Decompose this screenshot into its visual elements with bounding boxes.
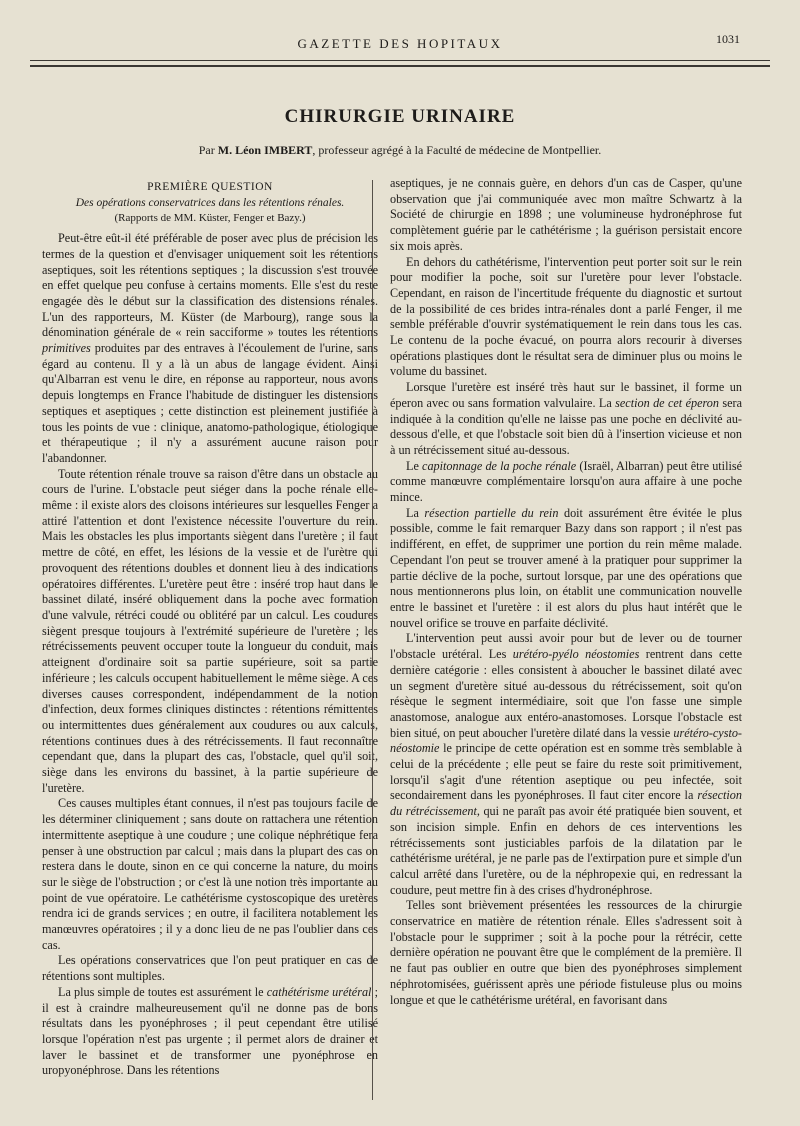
byline-affiliation: , professeur agrégé à la Faculté de médecine de Montpellier.	[312, 143, 602, 157]
paragraph	[390, 506, 742, 632]
paragraph	[42, 796, 378, 953]
paragraph	[390, 255, 742, 381]
text-run: rentrent dans cette dernière catégorie : elles consistent à aboucher le bassinet dilaté avec un segment d'uretère situé au-dessous du rétrécissement, soit qu'on résèque le segment intermédiaire, soit que l'on fasse une simple anastomose, analogue aux entéro-anastomoses. Lorsque l'obstacle est bien situé, on peut aboucher l'uretère dilaté dans la vessie	[390, 647, 742, 740]
text-run: Telles sont brièvement présentées les ressources de la chirurgie conservatrice en matière de rétention rénale. Elles s'adressent soit à l'obstacle pour le supprimer ; soit à la poche pour la rétrécir, cette dernière opération ne pouvant être que le complément de la première. Il ne faut pas oublier en outre que bien des pyonéphroses simplement néphrotomisées, guérissent après une période fistuleuse plus ou moins longue et que le cathétérisme urétéral, en favorisant dans	[390, 898, 742, 1007]
text-run: produites par des entraves à l'écoulement de l'urine, sans égard au contenu. Il y a là un abus de langage évident. Ainsi qu'Albarran est venu le dire, en réponse au rapporteur, nous avons depuis longtemps en France l'habitude de distinguer les distensions septiques et aseptiques ; cette distinction est pleinement justifiée à tous les points de vue : clinique, anatomo-pathologique, étiologique et thérapeutique ; il n'y a assurément aucune raison pour l'abandonner.	[42, 341, 378, 465]
right-column-body	[390, 176, 742, 1008]
left-column	[42, 180, 378, 1079]
paragraph	[390, 176, 742, 255]
header-rule	[30, 60, 770, 61]
question-reports: (Rapports de MM. Küster, Fenger et Bazy.)	[114, 212, 306, 225]
text-run: La	[406, 505, 425, 520]
right-column	[390, 176, 742, 1008]
paragraph	[390, 380, 742, 459]
text-run: Les opérations conservatrices que l'on peut pratiquer en cas de rétentions sont multiples.	[42, 953, 378, 984]
page-number: 1031	[716, 32, 740, 46]
text-run: Lorsque l'uretère est inséré très haut sur le bassinet, il forme un éperon avec ou sans formation valvulaire. La	[390, 380, 742, 410]
italic-term: urétéro-pyélo néostomies	[512, 647, 640, 662]
text-run: doit assurément être évitée le plus possible, comme le fait remarquer Bazy dans son rapport ; il n'est pas indifférent, en effet, de supprimer une portion du rein même malade. Cependant l'on peut se trouver amené à la pratiquer pour supprimer la partie déclive de la poche, surtout lorsque, par une des opérations que nous mentionnerons plus loin, on établit une communication nouvelle entre le bassinet et l'uretère : il est alors du plus haut intérêt que le nouvel orifice se trouve en parfaite déclivité.	[390, 505, 742, 630]
byline	[0, 143, 800, 158]
text-run: La plus simple de toutes est assurément le	[58, 984, 267, 999]
text-run: aseptiques, je ne connais guère, en dehors d'un cas de Casper, qu'une observation que j'ai communiquée avec mon maître Schwartz à la Société de chirurgie en 1898 ; une volumineuse hydronéphrose fut complètement guérie par le cathétérisme ; la guérison persistait encore six mois après.	[390, 176, 742, 253]
text-run: le principe de cette opération est en somme très semblable à celui de la précédente ; elle peut se faire du reste soit primitivement, lorsqu'il s'agit d'une rétention aseptique ou peu infectée, soit secondairement dans les pyonéphroses. Il faut citer encore la	[390, 741, 742, 803]
paragraph	[390, 631, 742, 898]
byline-prefix: Par	[198, 143, 215, 157]
italic-term: primitives	[42, 341, 91, 356]
paragraph	[42, 231, 378, 467]
column-divider	[372, 180, 373, 1100]
text-run: Toute rétention rénale trouve sa raison d'être dans un obstacle au cours de l'urine. L'obstacle peut siéger dans la poche rénale elle-même : il existe alors des cloisons intérieures sur lesquelles Fenger a attiré l'attention et dont l'existence nécessite l'ouverture du rein. Mais les obstacles les plus importants siègent dans l'uretère ; il faut mettre de côté, en effet, les lésions de la vessie et de l'urètre qui provoquent des rétentions doubles et donnent lieu à des indications opératoires différentes. L'uretère peut être : inséré trop haut dans le bassinet dilaté, inséré obliquement dans la poche avec formation d'une valvule, rétréci coudé ou oblitéré par un calcul. Les coudures siègent presque toujours à l'extrémité supérieure de l'uretère ; les rétrécissements peuvent occuper toute la longueur du conduit, mais atteignent d'ordinaire soit sa partie supérieure, soit sa partie inférieure ; les calculs occupent habituellement le même siège. A ces diverses causes correspondent, indépendamment de la notion d'infection, deux formes cliniques distinctes : rétentions rémittentes ou intermittentes dues généralement aux coudures ou aux calculs, rétentions continues dues à des rétrécissements. Il faut reconnaître cependant que, dans la plupart des cas, l'obstacle, quel qu'il soit, siège dans les environs du bassinet, à la partie supérieure de l'uretère.	[42, 466, 378, 795]
left-column-body	[42, 231, 378, 1079]
paragraph	[390, 898, 742, 1008]
italic-term: cathétérisme urétéral	[266, 984, 372, 999]
text-run: Peut-être eût-il été préférable de poser avec plus de précision les termes de la question et d'envisager uniquement soit les rétentions aseptiques, soit les rétentions septiques ; la discussion s'est trouvée en effet quelque peu confuse à certains moments. Elle s'est du reste engagée dès le début sur la classification des distensions rénales. L'un des rapporteurs, M. Küster (de Marbourg), range sous la dénomination générale de « rein sacciforme » toutes les rétentions	[42, 231, 378, 340]
header-rule-thick	[30, 65, 770, 67]
text-run: (Israël, Albarran) peut être utilisé comme manœuvre complémentaire lorsqu'on aura affaire à une poche mince.	[390, 458, 742, 505]
italic-term: section de cet éperon	[615, 395, 719, 410]
italic-term: résection partielle du rein	[424, 505, 559, 520]
paragraph	[42, 985, 378, 1079]
question-subtitle: Des opérations conservatrices dans les rétentions rénales.	[75, 196, 345, 209]
text-run: Ces causes multiples étant connues, il n'est pas toujours facile de les déterminer cliniquement ; sans doute on rattachera une rétention intermittente aseptique à une coudure ; une colique néphrétique fera penser à une obstruction par calcul ; mais dans la plupart des cas on restera dans le doute, sinon en ce qui concerne la nature, du moins sur le siège de l'obstruction ; or c'est là une notion très importante au point de vue opératoire. Le cathétérisme cystoscopique des uretères rendra ici de grands services ; en outre, il facilitera notablement les manœuvres opératoires ; il y a donc lieu de ne pas l'oublier dans ces cas.	[42, 796, 378, 952]
section-title: CHIRURGIE URINAIRE	[284, 106, 516, 127]
text-run: , qui ne paraît pas avoir été pratiquée bien souvent, et son incision simple. Enfin en dehors de ces interventions les rétrécissements sont justiciables parfois de la dilatation par le cathétérisme urétéral, je ne parle pas de l'extirpation pure et simple d'un calcul arrêté dans l'uretère, ou de la néphropexie qui, en redressant la coudure, peut mettre fin à des crises d'hydronéphrose.	[390, 804, 742, 897]
paragraph	[42, 953, 378, 984]
text-run: ; il est à craindre malheureusement qu'il ne donne pas de bons résultats dans les pyonéphroses ; il peut cependant être utilisé lorsque l'opération n'est pas urgente ; il permet alors de drainer et laver le bassinet et de transformer une pyonéphrose en uropyonéphrose. Dans les rétentions	[42, 984, 378, 1078]
text-run: Le	[406, 458, 423, 473]
italic-term: urétéro-cysto-néostomie	[390, 725, 742, 756]
paragraph	[42, 467, 378, 797]
paragraph	[390, 459, 742, 506]
italic-term: résection du rétrécissement	[390, 788, 742, 819]
question-heading: PREMIÈRE QUESTION	[147, 181, 273, 193]
text-run: En dehors du cathétérisme, l'intervention peut porter soit sur le rein pour modifier la poche, soit sur l'uretère pour lever l'obstacle. Cependant, en raison de l'incertitude fréquente du diagnostic et surtout de la possibilité de ces brides intra-rénales dont a parlé Fenger, il me semble préférable d'ouvrir systématiquement le rein dans tous les cas. Le contenu de la poche évacué, on pourra alors recourir à diverses opérations plastiques dont le résultat sera de diminuer plus ou moins le volume du bassinet.	[390, 254, 742, 379]
author-name: M. Léon IMBERT	[217, 143, 313, 157]
text-run: sera indiquée à la condition qu'elle ne laisse pas une poche en déclivité au-dessous d'elle, et que l'obstacle soit bien dû à l'insertion vicieuse et non à un rétrécissement situé au-dessous.	[390, 395, 743, 457]
text-run: L'intervention peut aussi avoir pour but de lever ou de tourner l'obstacle urétéral. Les	[390, 631, 742, 662]
running-title: GAZETTE DES HOPITAUX	[297, 36, 503, 51]
italic-term: capitonnage de la poche rénale	[422, 458, 577, 473]
